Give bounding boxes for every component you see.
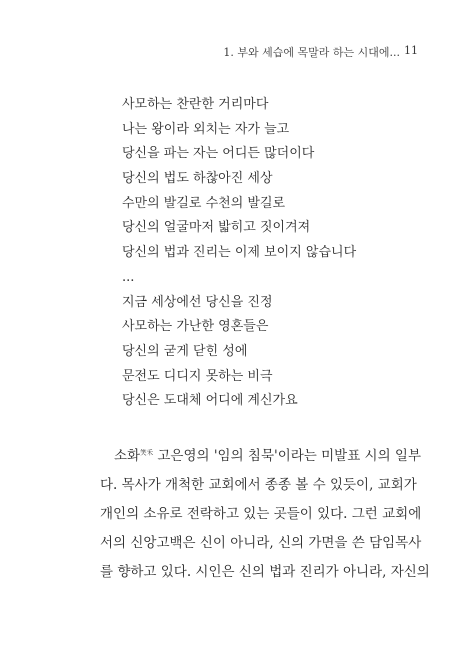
page-number: 11 — [404, 44, 418, 57]
poem-line: 당신은 도대체 어디에 계신가요 — [122, 393, 298, 409]
poem-ellipsis: ... — [122, 269, 135, 285]
poem-line: 당신의 굳게 닫힌 성에 — [122, 343, 248, 359]
poem-line: 나는 왕이라 외치는 자가 늘고 — [122, 121, 290, 137]
author-pen-name: 笑禾 — [140, 448, 154, 457]
poem-line: 수만의 발길로 수천의 발길로 — [122, 195, 286, 211]
paragraph-line — [100, 442, 422, 471]
poem-line: 당신을 파는 자는 어디든 많더이다 — [122, 146, 315, 162]
poem-line: 사모하는 가난한 영혼들은 — [122, 319, 269, 335]
poem-line: 문전도 디디지 못하는 비극 — [122, 368, 273, 384]
poem-line: 당신의 법도 하찮아진 세상 — [122, 171, 273, 187]
running-header: 1. 부와 세습에 목말라 하는 시대에... — [223, 46, 400, 59]
body-paragraph — [100, 442, 430, 587]
poem-line: 당신의 법과 진리는 이제 보이지 않습니다 — [122, 245, 357, 261]
poem-quote — [122, 93, 356, 414]
poem-line: 당신의 얼굴마저 밟히고 짓이겨져 — [122, 220, 311, 236]
poem-line: 사모하는 찬란한 거리마다 — [122, 97, 269, 112]
paragraph-text: 고은영의 '임의 침묵'이라는 미발표 시의 일부 — [153, 448, 422, 464]
paragraph-line: 를 향하고 있다. 시인은 신의 법과 진리가 아니라, 자신의 — [100, 564, 430, 580]
poem-line: 지금 세상에선 당신을 진정 — [122, 294, 273, 310]
paragraph-line: 개인의 소유로 전락하고 있는 곳들이 있다. 그런 교회에 — [100, 506, 422, 522]
paragraph-line: 서의 신앙고백은 신이 아니라, 신의 가면을 쓴 담임목사 — [100, 535, 422, 551]
author-name: 소화 — [114, 448, 141, 464]
paragraph-line: 다. 목사가 개척한 교회에서 종종 볼 수 있듯이, 교회가 — [100, 477, 417, 493]
